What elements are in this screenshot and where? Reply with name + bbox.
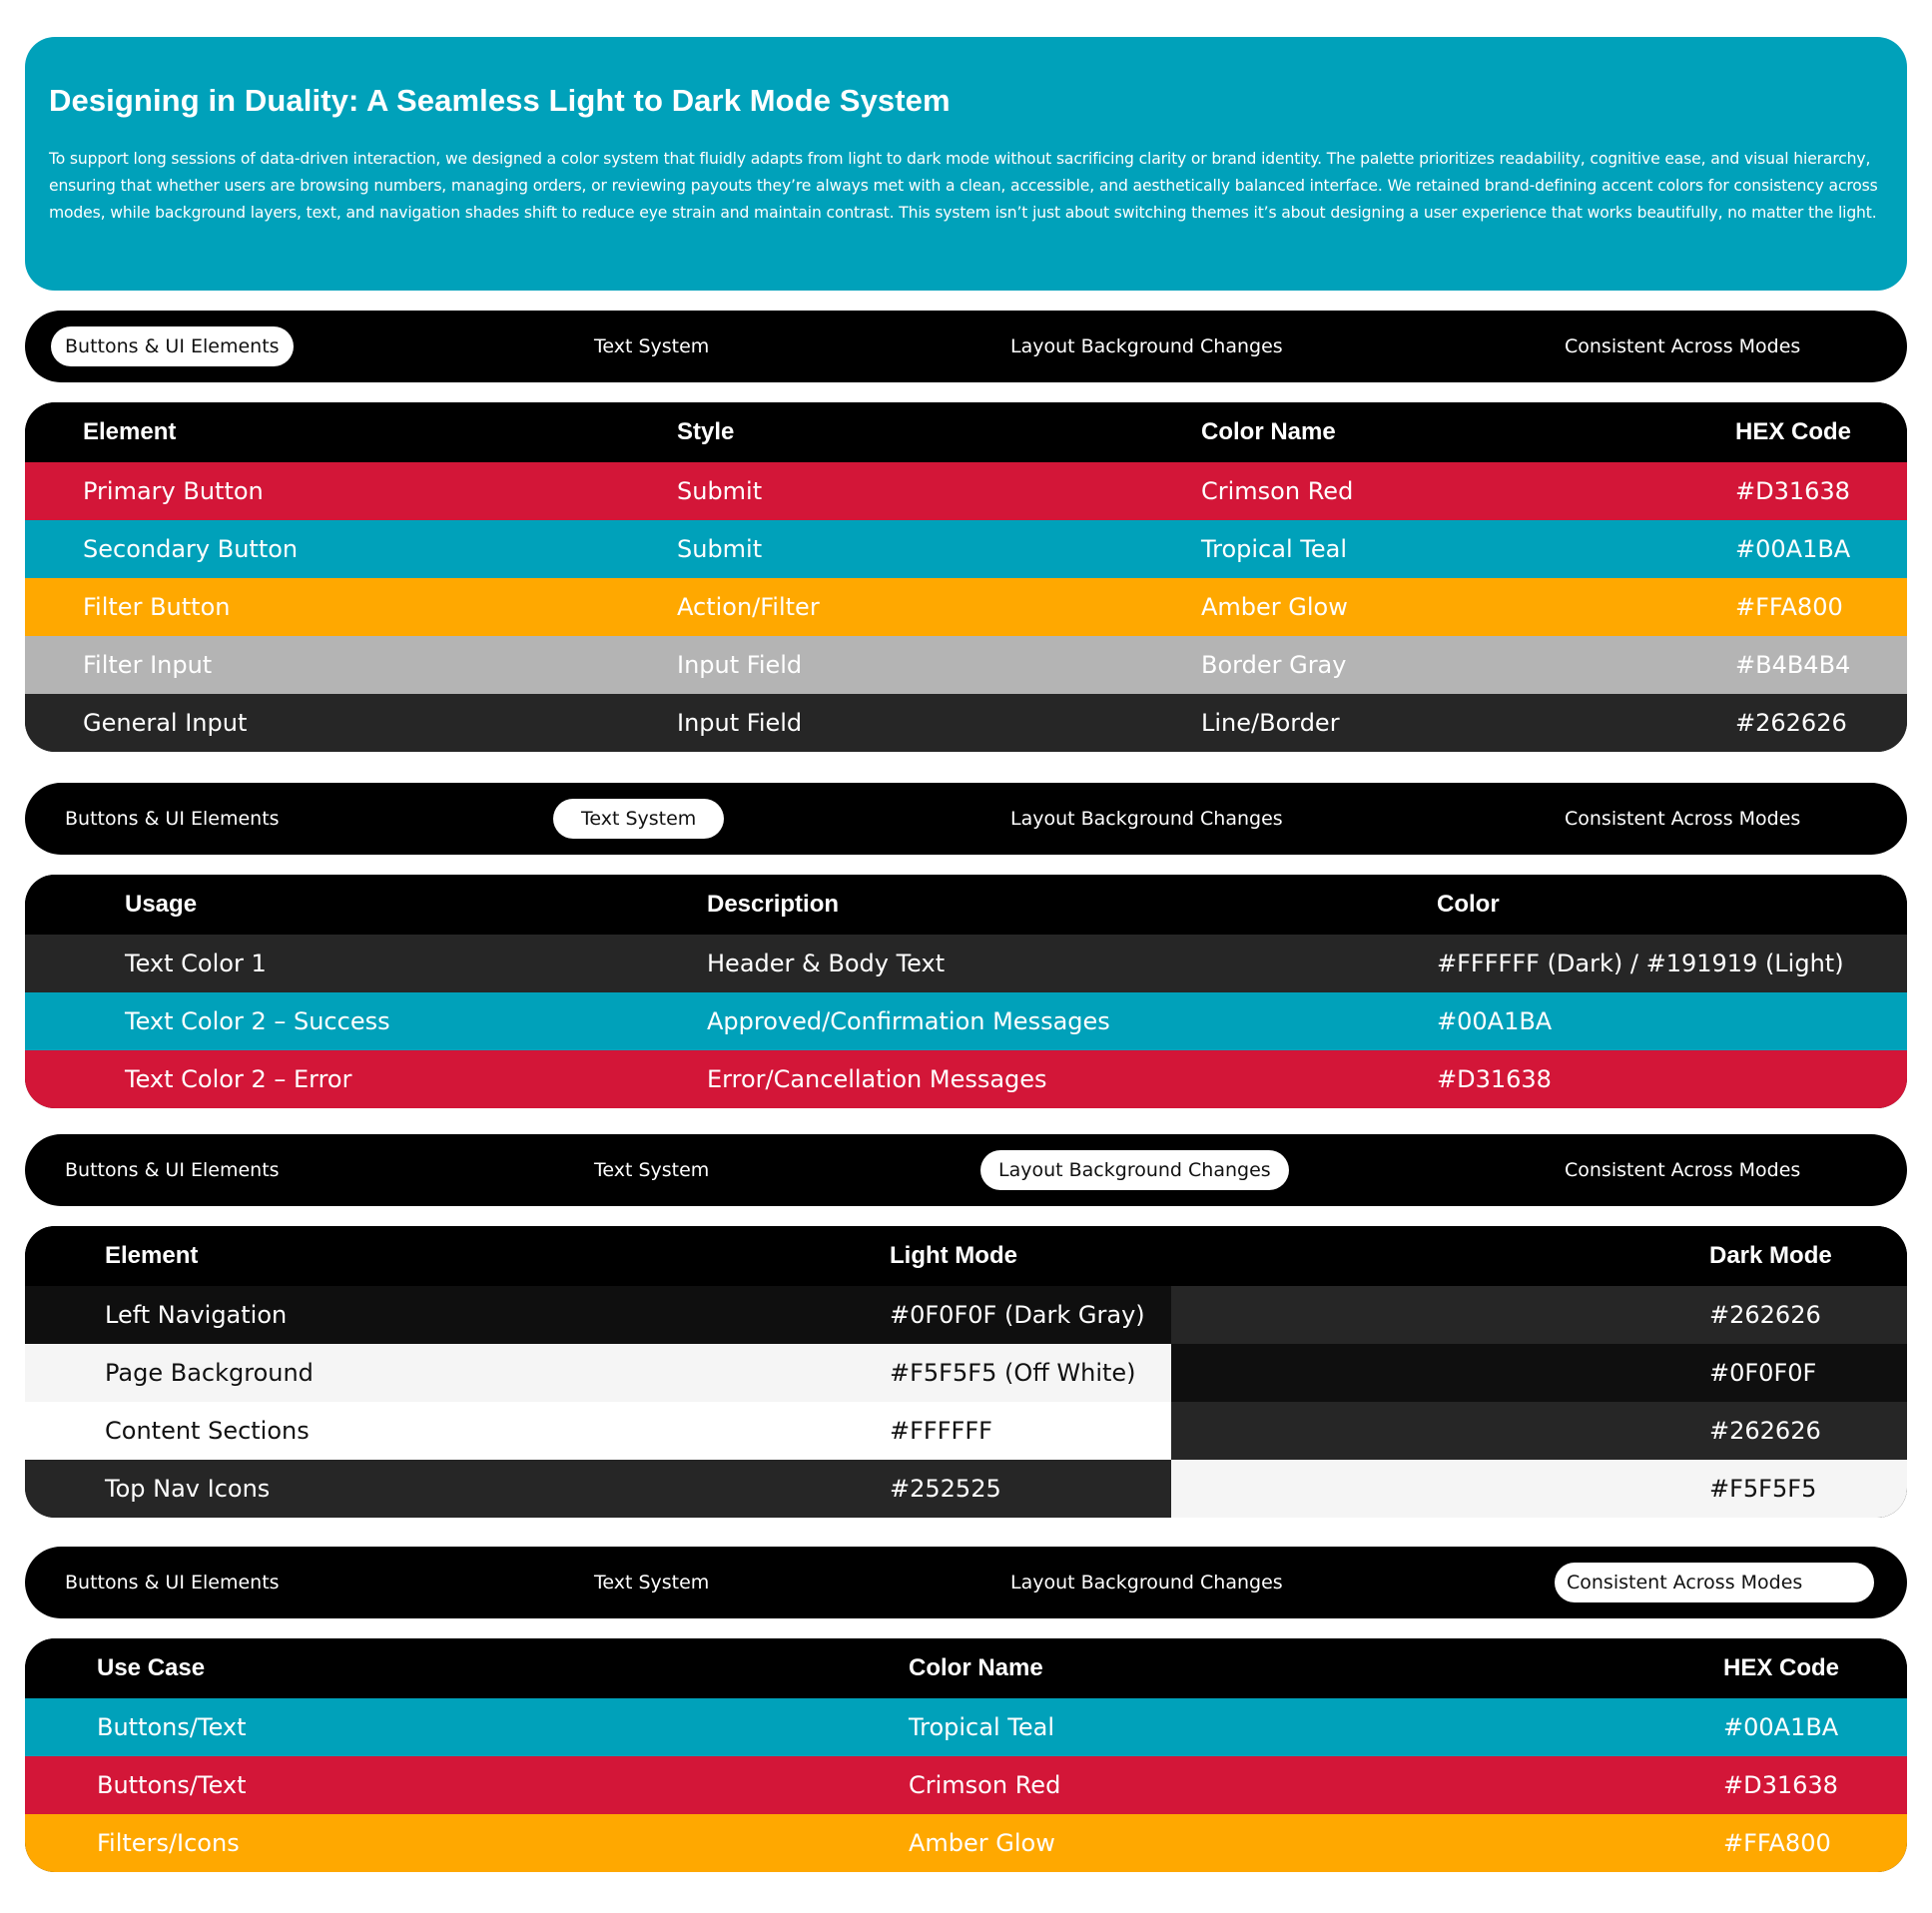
column-header: Style — [677, 418, 735, 445]
column-header: HEX Code — [1723, 1654, 1840, 1681]
table-row — [25, 935, 1907, 992]
element-cell: Page Background — [105, 1359, 314, 1387]
use-case-cell: Filters/Icons — [97, 1829, 240, 1857]
column-header: Dark Mode — [1709, 1242, 1832, 1269]
table-row — [25, 1698, 1907, 1756]
element-cell: General Input — [83, 709, 248, 737]
column-header: Element — [105, 1242, 199, 1269]
element-cell: Filter Button — [83, 593, 231, 621]
element-cell: Content Sections — [105, 1417, 310, 1445]
tab-text-system[interactable]: Text System — [553, 799, 724, 839]
tab-layout-background-changes[interactable]: Layout Background Changes — [1010, 808, 1283, 830]
table-row — [25, 1814, 1907, 1872]
color-cell: #D31638 — [1437, 1065, 1552, 1093]
style-cell: Submit — [677, 535, 763, 563]
layout-background-table — [25, 1226, 1907, 1518]
color-cell: #00A1BA — [1437, 1007, 1553, 1035]
hex-code-cell: #B4B4B4 — [1735, 651, 1851, 679]
dark-mode-cell: #262626 — [1709, 1417, 1821, 1445]
column-header: Description — [707, 891, 840, 918]
table-row — [25, 1344, 1907, 1402]
column-header: Use Case — [97, 1654, 206, 1681]
table-row — [25, 1756, 1907, 1814]
color-name-cell: Line/Border — [1201, 709, 1340, 737]
description-cell: Approved/Confirmation Messages — [707, 1007, 1110, 1035]
element-cell: Filter Input — [83, 651, 213, 679]
element-cell: Primary Button — [83, 477, 264, 505]
description-cell: Error/Cancellation Messages — [707, 1065, 1047, 1093]
style-cell: Action/Filter — [677, 593, 820, 621]
tab-consistent-across-modes[interactable]: Consistent Across Modes — [1555, 1563, 1874, 1602]
hex-code-cell: #00A1BA — [1735, 535, 1851, 563]
buttons-ui-elements-table — [25, 402, 1907, 752]
table-row — [25, 992, 1907, 1050]
page-title: Designing in Duality: A Seamless Light to Dark Mode System — [49, 83, 951, 118]
color-cell: #FFFFFF (Dark) / #191919 (Light) — [1437, 950, 1844, 977]
hex-code-cell: #262626 — [1735, 709, 1847, 737]
column-header: Color Name — [1201, 418, 1336, 445]
consistent-across-modes-table — [25, 1638, 1907, 1872]
light-mode-cell: #0F0F0F (Dark Gray) — [890, 1301, 1145, 1329]
section-tab-bar — [25, 783, 1907, 855]
dark-mode-cell: #262626 — [1709, 1301, 1821, 1329]
usage-cell: Text Color 2 – Error — [125, 1065, 352, 1093]
section-tab-bar — [25, 311, 1907, 382]
style-cell: Input Field — [677, 709, 803, 737]
text-system-table — [25, 875, 1907, 1108]
tab-text-system[interactable]: Text System — [594, 335, 710, 357]
style-cell: Submit — [677, 477, 763, 505]
tab-buttons-ui-elements[interactable]: Buttons & UI Elements — [65, 1159, 280, 1181]
table-header — [25, 875, 1907, 935]
element-cell: Left Navigation — [105, 1301, 288, 1329]
column-header: Color — [1437, 891, 1500, 918]
table-row — [25, 636, 1907, 694]
light-mode-cell: #FFFFFF — [890, 1417, 992, 1445]
column-header: Element — [83, 418, 177, 445]
intro-paragraph: To support long sessions of data-driven interaction, we designed a color system that fluidly adapts from light to dark mode without sacrificing clarity or brand identity. The palette prioritizes readability, cognitive ease, and visual hierarchy, ensuring that whether users are browsing numbers, managing orders, or reviewing payouts they’re always met with a clean, accessible, and aesthetically balanced interface. We retained brand-defining accent colors for consistency across modes, while background layers, text, and navigation shades shift to reduce eye strain and maintain contrast. This system isn’t just about switching themes it’s about designing a user experience that works beautifully, no matter the light. — [49, 150, 1878, 222]
use-case-cell: Buttons/Text — [97, 1771, 247, 1799]
column-header: Color Name — [909, 1654, 1043, 1681]
table-row — [25, 1050, 1907, 1108]
intro-banner — [25, 37, 1907, 291]
section-tab-bar — [25, 1134, 1907, 1206]
column-header: HEX Code — [1735, 418, 1852, 445]
tab-buttons-ui-elements[interactable]: Buttons & UI Elements — [51, 326, 294, 366]
tab-consistent-across-modes[interactable]: Consistent Across Modes — [1565, 335, 1801, 357]
style-cell: Input Field — [677, 651, 803, 679]
hex-code-cell: #D31638 — [1723, 1771, 1838, 1799]
table-header — [25, 1638, 1907, 1698]
table-row — [25, 1402, 1907, 1460]
color-name-cell: Amber Glow — [1201, 593, 1348, 621]
table-row — [25, 1460, 1907, 1518]
tab-buttons-ui-elements[interactable]: Buttons & UI Elements — [65, 1572, 280, 1594]
hex-code-cell: #00A1BA — [1723, 1713, 1839, 1741]
dark-mode-cell: #F5F5F5 — [1709, 1475, 1817, 1503]
hex-code-cell: #FFA800 — [1723, 1829, 1831, 1857]
usage-cell: Text Color 1 — [125, 950, 267, 977]
color-name-cell: Border Gray — [1201, 651, 1347, 679]
light-mode-cell: #252525 — [890, 1475, 1001, 1503]
column-header: Light Mode — [890, 1242, 1017, 1269]
hex-code-cell: #FFA800 — [1735, 593, 1843, 621]
table-row — [25, 694, 1907, 752]
color-name-cell: Crimson Red — [909, 1771, 1061, 1799]
tab-layout-background-changes[interactable]: Layout Background Changes — [1010, 1572, 1283, 1594]
section-tab-bar — [25, 1547, 1907, 1618]
table-header — [25, 1226, 1907, 1286]
hex-code-cell: #D31638 — [1735, 477, 1850, 505]
column-header: Usage — [125, 891, 198, 918]
use-case-cell: Buttons/Text — [97, 1713, 247, 1741]
color-name-cell: Tropical Teal — [909, 1713, 1054, 1741]
tab-text-system[interactable]: Text System — [594, 1572, 710, 1594]
element-cell: Secondary Button — [83, 535, 299, 563]
usage-cell: Text Color 2 – Success — [125, 1007, 390, 1035]
table-row — [25, 578, 1907, 636]
tab-consistent-across-modes[interactable]: Consistent Across Modes — [1565, 808, 1801, 830]
tab-layout-background-changes[interactable]: Layout Background Changes — [1010, 335, 1283, 357]
table-row — [25, 462, 1907, 520]
table-header — [25, 402, 1907, 462]
color-name-cell: Tropical Teal — [1201, 535, 1347, 563]
table-row — [25, 1286, 1907, 1344]
color-name-cell: Crimson Red — [1201, 477, 1354, 505]
tab-consistent-across-modes[interactable]: Consistent Across Modes — [1565, 1159, 1801, 1181]
dark-mode-cell: #0F0F0F — [1709, 1359, 1817, 1387]
light-mode-cell: #F5F5F5 (Off White) — [890, 1359, 1136, 1387]
tab-buttons-ui-elements[interactable]: Buttons & UI Elements — [65, 808, 280, 830]
table-row — [25, 520, 1907, 578]
description-cell: Header & Body Text — [707, 950, 946, 977]
element-cell: Top Nav Icons — [105, 1475, 271, 1503]
tab-layout-background-changes[interactable]: Layout Background Changes — [980, 1150, 1289, 1190]
color-name-cell: Amber Glow — [909, 1829, 1055, 1857]
tab-text-system[interactable]: Text System — [594, 1159, 710, 1181]
